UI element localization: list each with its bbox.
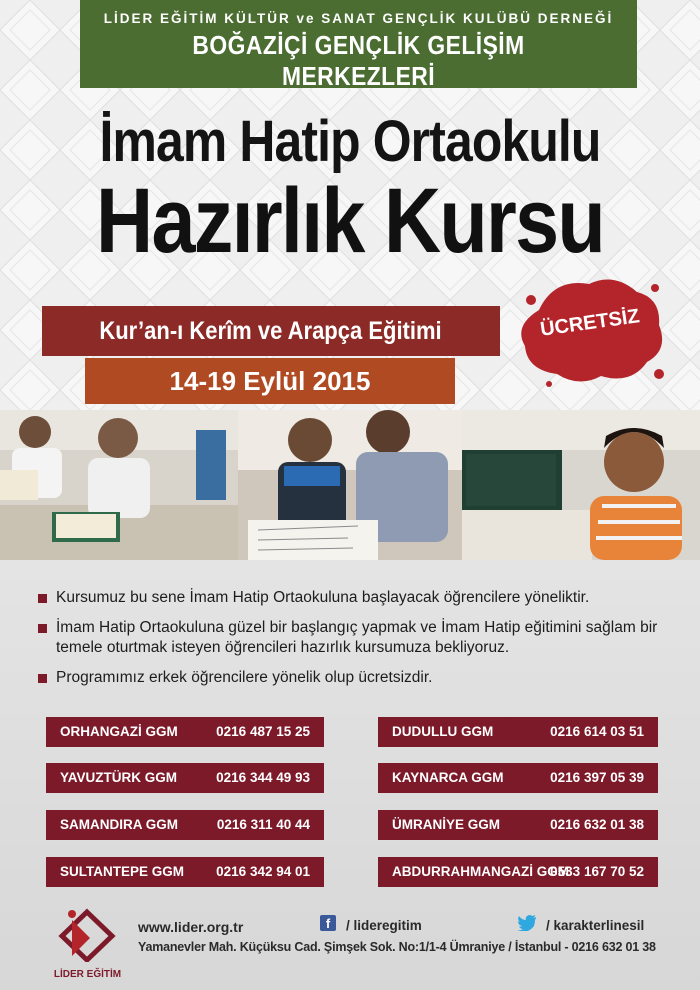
info-item <box>38 588 678 608</box>
title-line-2: Hazırlık Kursu <box>96 170 604 272</box>
free-label: ÜCRETSİZ <box>538 305 641 341</box>
contact-phone: 0216 397 05 39 <box>550 770 644 785</box>
info-text: Kursumuz bu sene İmam Hatip Ortaokuluna başlayacak öğrencilere yöneliktir. <box>56 589 590 606</box>
contact-name: DUDULLU GGM <box>392 724 494 739</box>
contact-name: ORHANGAZİ GGM <box>60 724 178 739</box>
contact-phone: 0216 614 03 51 <box>550 724 644 739</box>
info-text: Programımız erkek öğrencilere yönelik olup ücretsizdir. <box>56 669 433 686</box>
contact-phone: 0216 632 01 38 <box>550 817 644 832</box>
facebook-icon[interactable]: f <box>320 915 336 931</box>
dates-ribbon <box>85 358 455 404</box>
logo-text: LİDER EĞİTİM <box>53 969 122 980</box>
info-list <box>38 588 678 698</box>
title-line-1: İmam Hatip Ortaokulu <box>99 109 601 174</box>
twitter-icon[interactable] <box>517 915 537 931</box>
address: Yamanevler Mah. Küçüksu Cad. Şimşek Sok. No:1/1-4 Ümraniye / İstanbul - 0216 632 01 38 <box>138 940 656 954</box>
contact-kaynarca <box>378 763 658 793</box>
education-label: Kur’an-ı Kerîm ve Arapça Eğitimi <box>99 317 443 345</box>
photo-smiling-student <box>462 410 700 560</box>
contact-name: SULTANTEPE GGM <box>60 864 184 879</box>
info-text: İmam Hatip Ortaokuluna güzel bir başlangıç yapmak ve İmam Hatip eğitimini sağlam bir temele oturtmak isteyen öğrencileri hazırlık kursumuza bekliyoruz. <box>56 619 658 656</box>
contact-dudullu <box>378 717 658 747</box>
photo-students-writing <box>238 410 462 560</box>
center-name: BOĞAZİÇİ GENÇLİK GELİŞİM MERKEZLERİ <box>192 30 525 91</box>
twitter-handle[interactable]: / karakterlinesil <box>546 918 645 933</box>
website-link[interactable]: www.lider.org.tr <box>138 919 244 935</box>
contact-phone: 0533 167 70 52 <box>550 864 644 879</box>
facebook-handle[interactable]: / lideregitim <box>346 918 422 933</box>
contact-orhangazi <box>46 717 324 747</box>
info-item <box>38 618 678 658</box>
bullet-square-icon <box>38 594 47 603</box>
contact-sultantepe <box>46 857 324 887</box>
contact-umraniye <box>378 810 658 840</box>
contact-name: KAYNARCA GGM <box>392 770 504 785</box>
contact-yavuzturk <box>46 763 324 793</box>
contact-phone: 0216 487 15 25 <box>216 724 310 739</box>
contact-phone: 0216 342 94 01 <box>216 864 310 879</box>
contact-name: SAMANDIRA GGM <box>60 817 178 832</box>
contact-phone: 0216 311 40 44 <box>216 817 310 832</box>
dates-label: 14-19 Eylül 2015 <box>169 366 371 396</box>
contact-samandira <box>46 810 324 840</box>
contact-abdurrahmangazi <box>378 857 658 887</box>
contact-name: ÜMRANİYE GGM <box>392 817 500 832</box>
photo-strip <box>0 410 700 560</box>
lider-logo-icon <box>50 906 125 962</box>
lider-logo <box>50 906 125 978</box>
contact-name: ABDURRAHMANGAZİ GGM <box>392 864 569 879</box>
header-band <box>80 0 637 91</box>
association-name: LİDER EĞİTİM KÜLTÜR ve SANAT GENÇLİK KULÜBÜ DERNEĞİ <box>103 11 614 26</box>
contact-phone: 0216 344 49 93 <box>216 770 310 785</box>
photo-students-reading <box>0 410 238 560</box>
education-ribbon <box>42 306 500 356</box>
info-item <box>38 668 678 688</box>
bullet-square-icon <box>38 624 47 633</box>
bullet-square-icon <box>38 674 47 683</box>
contact-name: YAVUZTÜRK GGM <box>60 770 178 785</box>
